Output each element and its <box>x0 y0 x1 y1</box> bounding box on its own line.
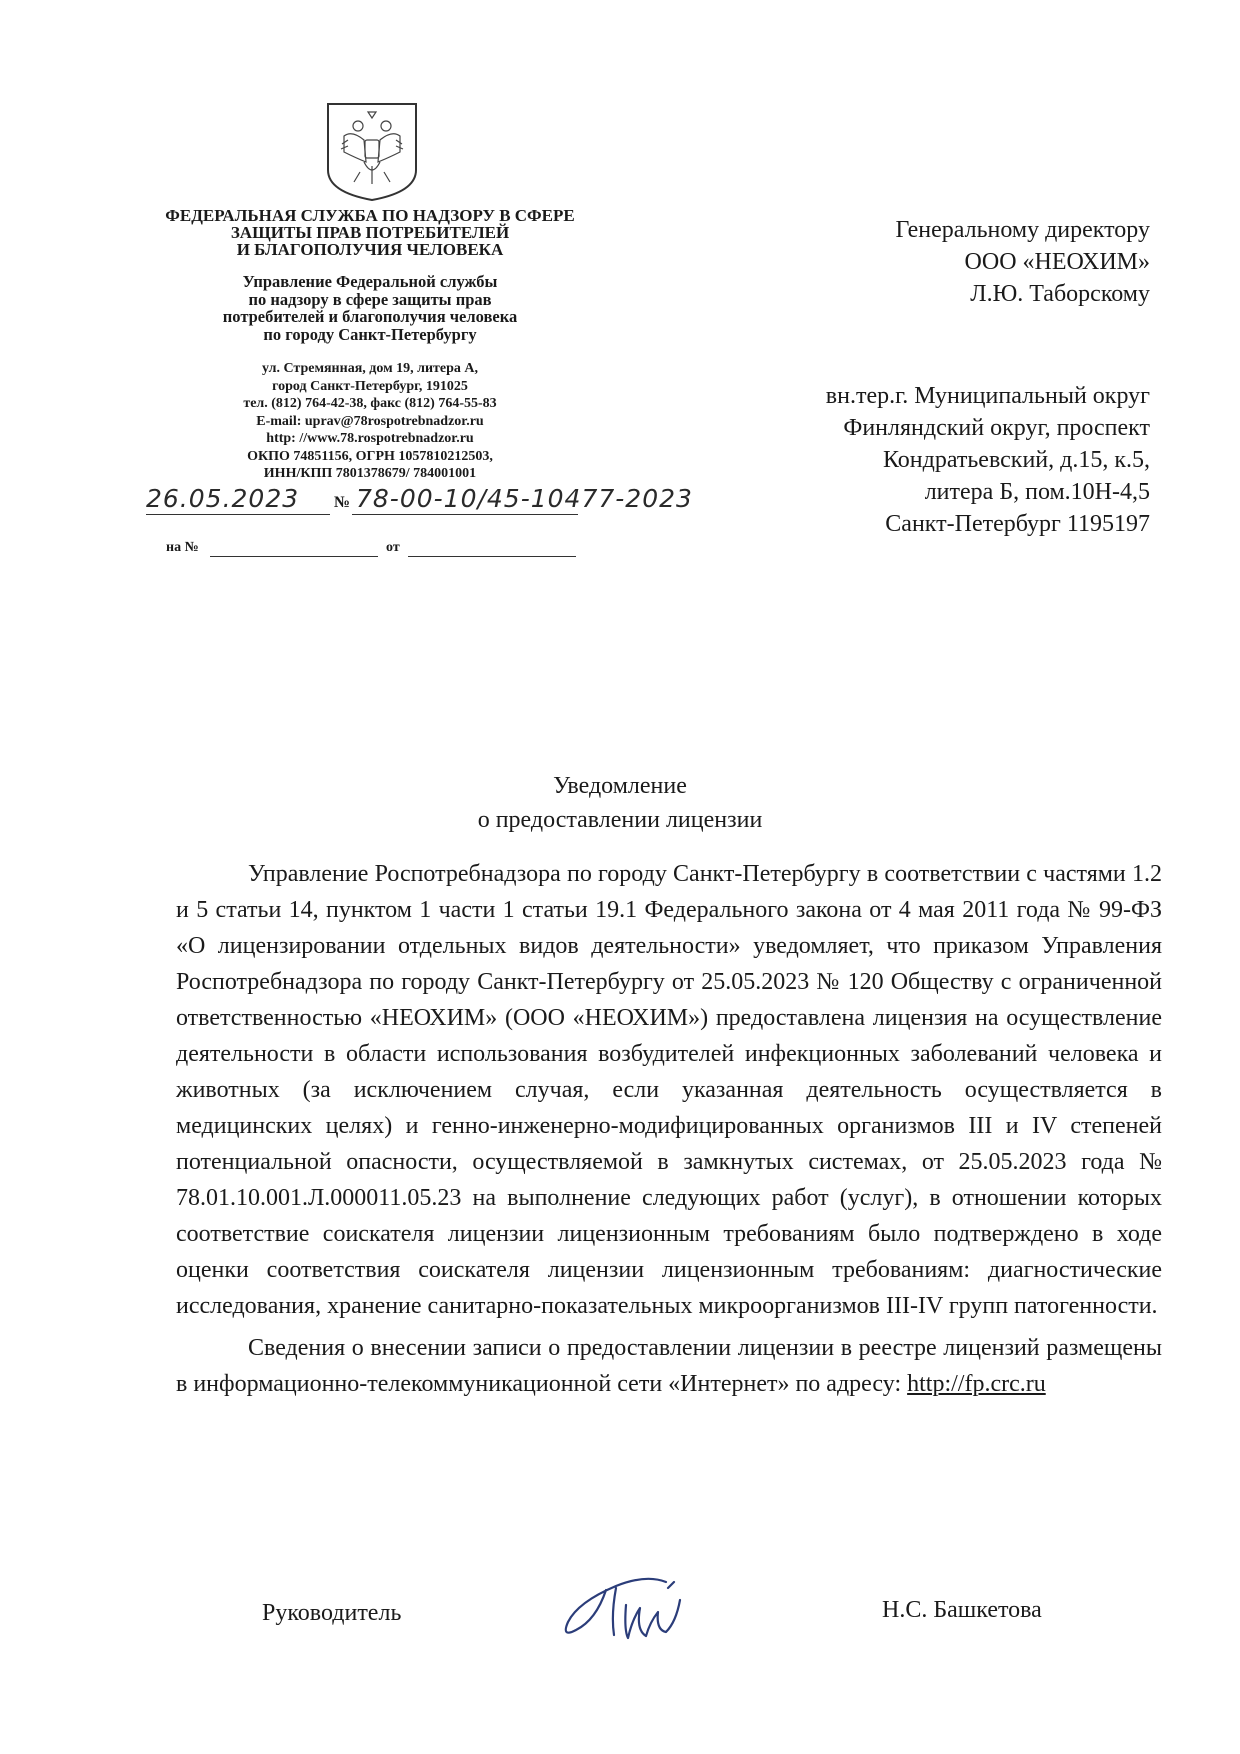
department-line: по надзору в сфере защиты прав <box>248 289 492 309</box>
address-line: вн.тер.г. Муниципальный округ <box>825 383 1150 409</box>
registration-line: ОКПО 74851156, ОГРН 1057810212503, <box>247 448 493 464</box>
phone-line: тел. (812) 764-42-38, факс (812) 764-55-83 <box>243 396 497 411</box>
handwritten-signature <box>556 1560 736 1650</box>
notice-body <box>176 856 1162 1402</box>
contact-block <box>170 360 570 483</box>
addressee-company: ООО «НЕОХИМ» <box>964 249 1150 275</box>
address-line: Финляндский округ, проспект <box>843 415 1150 441</box>
department-line: потребителей и благополучия человека <box>222 307 518 326</box>
address-line: литера Б, пом.10Н-4,5 <box>924 479 1150 505</box>
signatory-position: Руководитель <box>262 1600 402 1626</box>
agency-name <box>140 207 600 258</box>
address-line: город Санкт-Петербург, 191025 <box>272 378 468 394</box>
address-line: ул. Стремянная, дом 19, литера А, <box>261 361 479 376</box>
reference-date-field <box>408 556 576 557</box>
notice-paragraph-1: Управление Роспотребнадзора по городу Санкт-Петербургу в соответствии с частями 1.2 и 5 статьи 14, пунктом 1 части 1 статьи 19.1 Федерального закона от 4 мая 2011 года № 99-ФЗ «О лицензировании отдельных видов деятельности» уведомляет, что приказом Управления Роспотребнадзора по городу Санкт-Петербургу от 25.05.2023 № 120 Обществу с ограниченной ответственностью «НЕОХИМ» (ООО «НЕОХИМ») предоставлена лицензия на осуществление деятельности в области использования возбудителей инфекционных заболеваний человека и животных (за исключением случая, если указанная деятельность осуществляется в медицинских целях) и генно-инженерно-модифицированных организмов III и IV степеней потенциальной опасности, осуществляемой в замкнутых системах, от 25.05.2023 года № 78.01.10.001.Л.000011.05.23 на выполнение следующих работ (услуг), в отношении которых соответствие соискателя лицензии лицензионным требованиям было подтверждено в ходе оценки соответствия соискателя лицензии лицензионным требованиям: диагностические исследования, хранение санитарно-показательных микроорганизмов III-IV групп патогенности. <box>176 861 1162 1319</box>
agency-line: И БЛАГОПОЛУЧИЯ ЧЕЛОВЕКА <box>236 240 504 259</box>
number-line <box>352 514 578 515</box>
handwritten-number: 78-00-10/45-10477-2023 <box>356 484 693 513</box>
website-line: http: //www.78.rospotrebnadzor.ru <box>266 431 474 446</box>
address-line: Санкт-Петербург 1195197 <box>885 511 1150 537</box>
handwritten-date: 26.05.2023 <box>146 484 300 513</box>
department-name <box>140 273 600 343</box>
tax-id-line: ИНН/КПП 7801378679/ 784001001 <box>263 466 477 481</box>
department-line: Управление Федеральной службы <box>242 272 498 291</box>
coat-of-arms-emblem <box>322 100 422 202</box>
registry-link[interactable]: http://fp.crc.ru <box>907 1371 1046 1397</box>
notice-title <box>0 769 1240 837</box>
agency-line: ФЕДЕРАЛЬНАЯ СЛУЖБА ПО НАДЗОРУ В СФЕРЕ <box>165 206 575 225</box>
reference-number-field <box>210 556 378 557</box>
notice-paragraph-2 <box>176 1330 1162 1402</box>
address-line: Кондратьевский, д.15, к.5, <box>882 447 1150 473</box>
addressee-block <box>720 214 1150 310</box>
reference-date-label: от <box>386 540 400 555</box>
addressee-address <box>720 380 1150 540</box>
number-sign: № <box>334 494 351 511</box>
notice-title-line2: о предоставлении лицензии <box>477 807 763 833</box>
agency-line: ЗАЩИТЫ ПРАВ ПОТРЕБИТЕЛЕЙ <box>230 223 510 242</box>
addressee-name: Л.Ю. Таборскому <box>970 281 1150 307</box>
email-line: E-mail: uprav@78rospotrebnadzor.ru <box>256 413 484 429</box>
signatory-name: Н.С. Башкетова <box>882 1597 1042 1623</box>
reference-number-label: на № <box>166 540 199 555</box>
date-line <box>146 514 330 515</box>
addressee-title: Генеральному директору <box>895 217 1150 243</box>
department-line: по городу Санкт-Петербургу <box>263 324 477 344</box>
notice-title-line1: Уведомление <box>553 773 687 799</box>
notice-paragraph-2-text: Сведения о внесении записи о предоставлении лицензии в реестре лицензий размещены в информационно-телекоммуникационной сети «Интернет» по адресу: <box>176 1335 1162 1397</box>
